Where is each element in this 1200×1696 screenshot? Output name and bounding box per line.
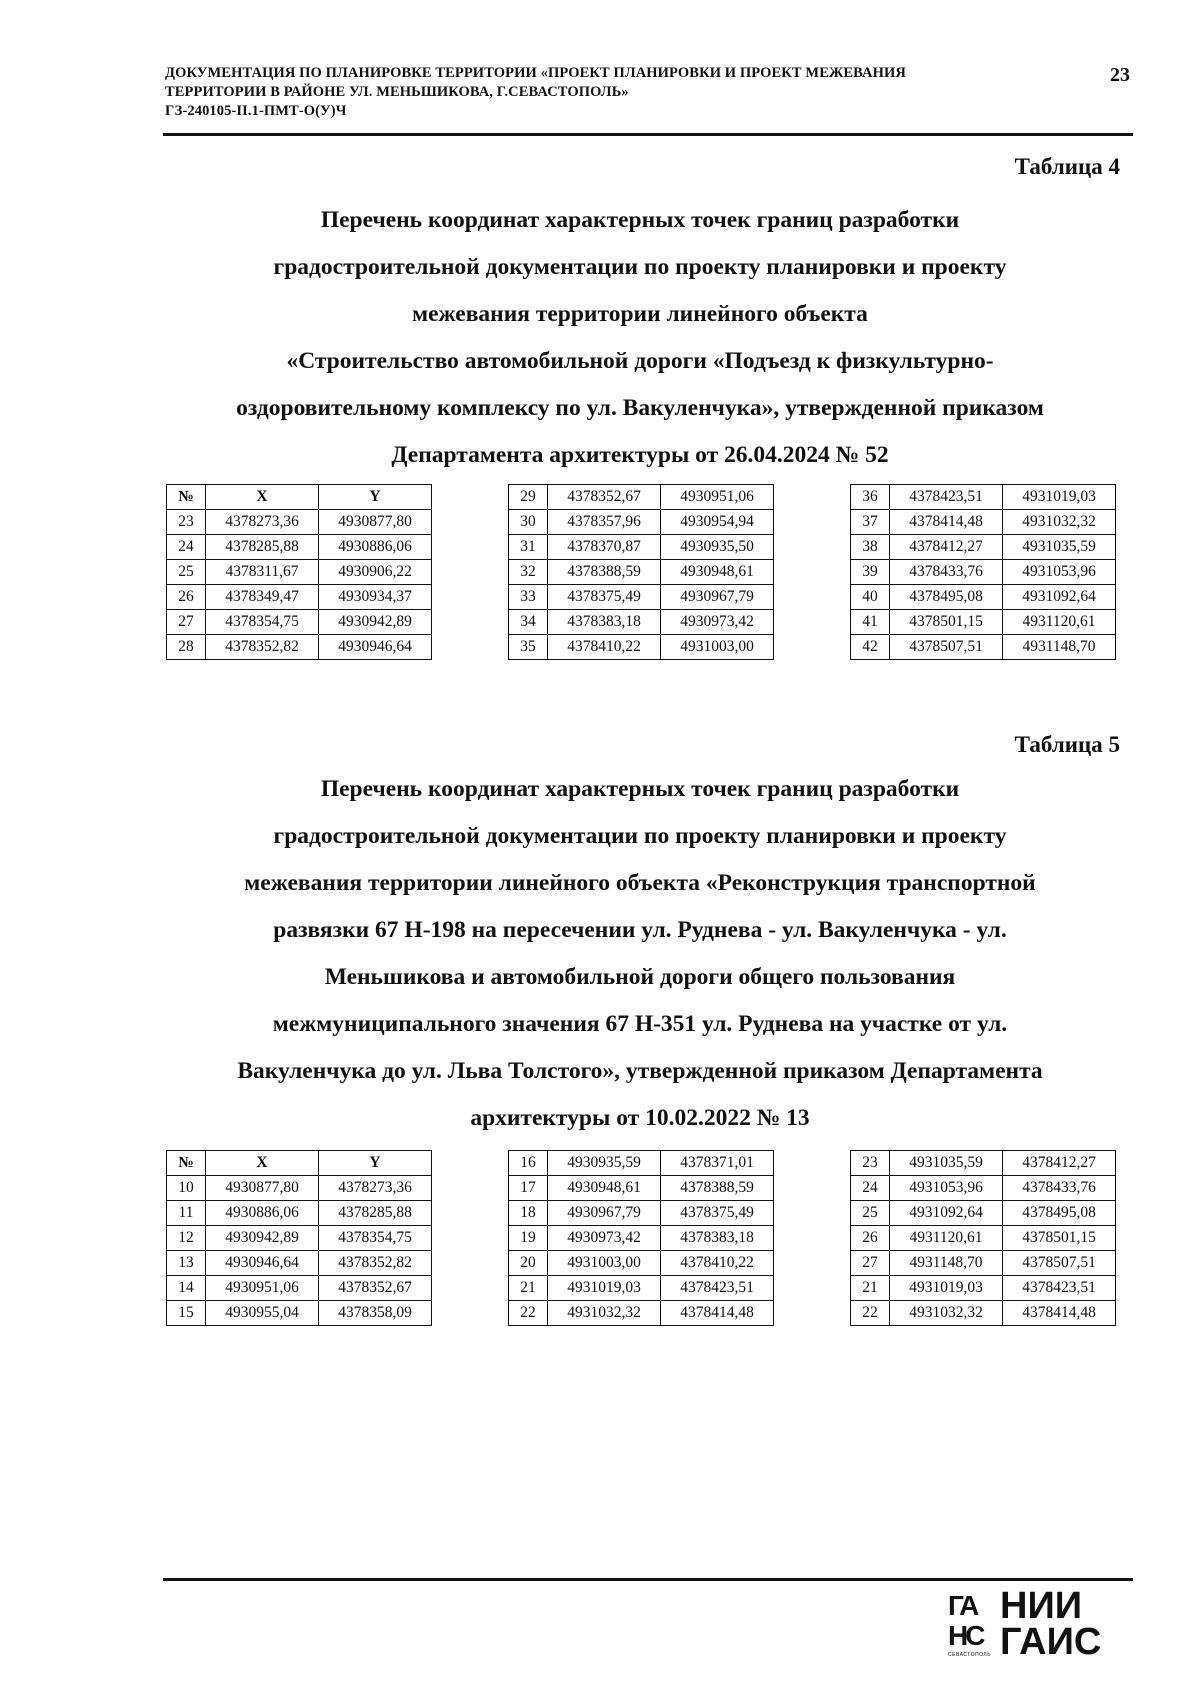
cell-y: 4930934,37 <box>319 585 432 610</box>
column-header-number: № <box>167 485 206 510</box>
table4-block-1 <box>166 484 432 660</box>
table-header-row <box>167 1151 432 1176</box>
table-row <box>509 535 774 560</box>
table-row <box>851 1176 1116 1201</box>
cell-x: 4378352,67 <box>548 485 661 510</box>
column-header-x: X <box>206 1151 319 1176</box>
header-line-3: ГЗ-240105-II.1-ПМТ-О(У)Ч <box>165 103 347 119</box>
table-row <box>851 635 1116 660</box>
cell-x: 4378311,67 <box>206 560 319 585</box>
cell-number: 41 <box>851 610 890 635</box>
header-divider <box>163 133 1133 136</box>
cell-y: 4378273,36 <box>319 1176 432 1201</box>
cell-y: 4378388,59 <box>661 1176 774 1201</box>
logo-mark-top: ГА <box>948 1590 977 1621</box>
cell-number: 23 <box>167 510 206 535</box>
cell-number: 24 <box>167 535 206 560</box>
table-row <box>509 610 774 635</box>
cell-number: 26 <box>851 1226 890 1251</box>
column-header-number: № <box>167 1151 206 1176</box>
column-header-x: X <box>206 485 319 510</box>
cell-y: 4378423,51 <box>1003 1276 1116 1301</box>
table4-block-2 <box>508 484 774 660</box>
cell-y: 4378285,88 <box>319 1201 432 1226</box>
cell-x: 4378412,27 <box>890 535 1003 560</box>
cell-y: 4930967,79 <box>661 585 774 610</box>
table-row <box>509 485 774 510</box>
cell-number: 21 <box>851 1276 890 1301</box>
cell-y: 4930877,80 <box>319 510 432 535</box>
table5-block-2 <box>508 1150 774 1326</box>
table5-title-line: Меньшикова и автомобильной дороги общего пользования <box>324 964 956 990</box>
cell-x: 4378410,22 <box>548 635 661 660</box>
cell-x: 4931019,03 <box>890 1276 1003 1301</box>
cell-y: 4378352,67 <box>319 1276 432 1301</box>
cell-x: 4378507,51 <box>890 635 1003 660</box>
cell-y: 4378495,08 <box>1003 1201 1116 1226</box>
cell-x: 4930955,04 <box>206 1301 319 1326</box>
cell-number: 29 <box>509 485 548 510</box>
cell-y: 4930942,89 <box>319 610 432 635</box>
table-row <box>851 610 1116 635</box>
cell-x: 4930973,42 <box>548 1226 661 1251</box>
cell-number: 10 <box>167 1176 206 1201</box>
cell-y: 4931148,70 <box>1003 635 1116 660</box>
cell-number: 16 <box>509 1151 548 1176</box>
cell-y: 4931019,03 <box>1003 485 1116 510</box>
cell-number: 30 <box>509 510 548 535</box>
cell-y: 4931032,32 <box>1003 510 1116 535</box>
cell-y: 4378412,27 <box>1003 1151 1116 1176</box>
cell-y: 4378375,49 <box>661 1201 774 1226</box>
cell-number: 37 <box>851 510 890 535</box>
cell-x: 4378495,08 <box>890 585 1003 610</box>
cell-x: 4378370,87 <box>548 535 661 560</box>
cell-number: 21 <box>509 1276 548 1301</box>
cell-x: 4378388,59 <box>548 560 661 585</box>
table-row <box>509 1226 774 1251</box>
table-row <box>851 1301 1116 1326</box>
table4-label: Таблица 4 <box>1014 154 1120 179</box>
column-header-y: Y <box>319 1151 432 1176</box>
cell-x: 4931032,32 <box>548 1301 661 1326</box>
table-row <box>509 1176 774 1201</box>
logo-text <box>1000 1585 1102 1663</box>
table5-title-line: градостроительной документации по проекту планировки и проекту <box>273 823 1007 849</box>
table-row <box>167 1301 432 1326</box>
cell-number: 17 <box>509 1176 548 1201</box>
cell-x: 4378354,75 <box>206 610 319 635</box>
cell-number: 34 <box>509 610 548 635</box>
table-row <box>509 1201 774 1226</box>
table-row <box>851 535 1116 560</box>
table5-title-line: развязки 67 Н-198 на пересечении ул. Руднева - ул. Вакуленчука - ул. <box>273 917 1007 943</box>
table-row <box>851 1151 1116 1176</box>
cell-number: 22 <box>509 1301 548 1326</box>
table-row <box>509 1151 774 1176</box>
cell-y: 4931092,64 <box>1003 585 1116 610</box>
cell-x: 4931003,00 <box>548 1251 661 1276</box>
cell-number: 28 <box>167 635 206 660</box>
cell-x: 4378349,47 <box>206 585 319 610</box>
table-row <box>509 560 774 585</box>
table-row <box>167 610 432 635</box>
cell-y: 4378354,75 <box>319 1226 432 1251</box>
cell-x: 4930886,06 <box>206 1201 319 1226</box>
cell-x: 4378383,18 <box>548 610 661 635</box>
table-row <box>509 510 774 535</box>
table-row <box>167 1276 432 1301</box>
cell-y: 4378507,51 <box>1003 1251 1116 1276</box>
table-row <box>509 585 774 610</box>
cell-number: 39 <box>851 560 890 585</box>
table-row <box>851 1226 1116 1251</box>
cell-number: 24 <box>851 1176 890 1201</box>
table-row <box>509 1276 774 1301</box>
cell-y: 4378383,18 <box>661 1226 774 1251</box>
table-row <box>167 635 432 660</box>
cell-number: 36 <box>851 485 890 510</box>
cell-y: 4930951,06 <box>661 485 774 510</box>
cell-y: 4931035,59 <box>1003 535 1116 560</box>
table4-title-line: межевания территории линейного объекта <box>412 301 868 327</box>
cell-y: 4930946,64 <box>319 635 432 660</box>
cell-x: 4931092,64 <box>890 1201 1003 1226</box>
table4-title-line: Перечень координат характерных точек границ разработки <box>320 207 960 233</box>
header-line-1: ДОКУМЕНТАЦИЯ ПО ПЛАНИРОВКЕ ТЕРРИТОРИИ «ПРОЕКТ ПЛАНИРОВКИ И ПРОЕКТ МЕЖЕВАНИЯ <box>165 65 906 81</box>
logo-mark-icon <box>948 1592 992 1656</box>
cell-number: 38 <box>851 535 890 560</box>
cell-x: 4378285,88 <box>206 535 319 560</box>
cell-number: 32 <box>509 560 548 585</box>
cell-y: 4378352,82 <box>319 1251 432 1276</box>
cell-x: 4931035,59 <box>890 1151 1003 1176</box>
nii-gais-logo <box>948 1585 1133 1668</box>
cell-y: 4930906,22 <box>319 560 432 585</box>
logo-text-line-1: НИИ <box>1000 1585 1083 1627</box>
cell-number: 19 <box>509 1226 548 1251</box>
table4-title <box>160 197 1120 479</box>
cell-x: 4930946,64 <box>206 1251 319 1276</box>
table5-title <box>160 766 1120 1142</box>
header-line-2: ТЕРРИТОРИИ В РАЙОНЕ УЛ. МЕНЬШИКОВА, Г.СЕВАСТОПОЛЬ» <box>165 84 629 100</box>
column-header-y: Y <box>319 485 432 510</box>
cell-number: 35 <box>509 635 548 660</box>
cell-x: 4930877,80 <box>206 1176 319 1201</box>
table-row <box>509 1251 774 1276</box>
cell-number: 18 <box>509 1201 548 1226</box>
cell-number: 12 <box>167 1226 206 1251</box>
table5-title-line: межмуниципального значения 67 Н-351 ул. Руднева на участке от ул. <box>272 1011 1008 1037</box>
table4-title-line: оздоровительному комплексу по ул. Вакуленчука», утвержденной приказом <box>236 395 1044 421</box>
cell-x: 4930967,79 <box>548 1201 661 1226</box>
logo-mark-caption: СЕВАСТОПОЛЬ <box>948 1652 991 1658</box>
cell-y: 4931053,96 <box>1003 560 1116 585</box>
table-row <box>167 1226 432 1251</box>
cell-y: 4930948,61 <box>661 560 774 585</box>
table-row <box>167 560 432 585</box>
cell-x: 4378375,49 <box>548 585 661 610</box>
cell-x: 4930942,89 <box>206 1226 319 1251</box>
table-row <box>851 485 1116 510</box>
table-row <box>167 535 432 560</box>
page-number: 23 <box>1110 64 1130 86</box>
cell-y: 4378410,22 <box>661 1251 774 1276</box>
cell-x: 4930935,59 <box>548 1151 661 1176</box>
cell-y: 4930886,06 <box>319 535 432 560</box>
cell-x: 4378501,15 <box>890 610 1003 635</box>
table5-block-3 <box>850 1150 1116 1326</box>
table-row <box>509 635 774 660</box>
table5-title-line: Вакуленчука до ул. Льва Толстого», утвержденной приказом Департамента <box>237 1058 1043 1084</box>
cell-x: 4931148,70 <box>890 1251 1003 1276</box>
cell-number: 33 <box>509 585 548 610</box>
cell-x: 4378352,82 <box>206 635 319 660</box>
cell-number: 23 <box>851 1151 890 1176</box>
footer-divider <box>163 1578 1133 1581</box>
cell-number: 11 <box>167 1201 206 1226</box>
cell-number: 14 <box>167 1276 206 1301</box>
cell-y: 4378423,51 <box>661 1276 774 1301</box>
cell-number: 31 <box>509 535 548 560</box>
cell-y: 4930935,50 <box>661 535 774 560</box>
document-header <box>165 64 1065 121</box>
table4-title-line: градостроительной документации по проекту планировки и проекту <box>273 254 1007 280</box>
cell-x: 4931120,61 <box>890 1226 1003 1251</box>
cell-number: 25 <box>167 560 206 585</box>
table5-label: Таблица 5 <box>1014 732 1120 757</box>
cell-number: 26 <box>167 585 206 610</box>
table4-block-3 <box>850 484 1116 660</box>
table-row <box>167 510 432 535</box>
cell-number: 42 <box>851 635 890 660</box>
cell-number: 13 <box>167 1251 206 1276</box>
cell-number: 20 <box>509 1251 548 1276</box>
table-row <box>851 560 1116 585</box>
cell-x: 4931032,32 <box>890 1301 1003 1326</box>
cell-x: 4931053,96 <box>890 1176 1003 1201</box>
table-row <box>167 585 432 610</box>
logo-mark-bottom: НС <box>948 1620 983 1651</box>
cell-y: 4930954,94 <box>661 510 774 535</box>
logo-text-line-2: ГАИС <box>1000 1621 1102 1663</box>
table-row <box>509 1301 774 1326</box>
cell-y: 4378414,48 <box>661 1301 774 1326</box>
table5-title-line: архитектуры от 10.02.2022 № 13 <box>470 1105 810 1131</box>
cell-y: 4378371,01 <box>661 1151 774 1176</box>
cell-number: 27 <box>851 1251 890 1276</box>
cell-number: 40 <box>851 585 890 610</box>
cell-y: 4378414,48 <box>1003 1301 1116 1326</box>
cell-y: 4378358,09 <box>319 1301 432 1326</box>
cell-y: 4378501,15 <box>1003 1226 1116 1251</box>
table-header-row <box>167 485 432 510</box>
cell-number: 27 <box>167 610 206 635</box>
cell-x: 4931019,03 <box>548 1276 661 1301</box>
cell-x: 4930948,61 <box>548 1176 661 1201</box>
cell-x: 4378273,36 <box>206 510 319 535</box>
cell-x: 4930951,06 <box>206 1276 319 1301</box>
cell-y: 4930973,42 <box>661 610 774 635</box>
cell-x: 4378433,76 <box>890 560 1003 585</box>
cell-y: 4378433,76 <box>1003 1176 1116 1201</box>
cell-x: 4378414,48 <box>890 510 1003 535</box>
cell-y: 4931003,00 <box>661 635 774 660</box>
cell-x: 4378357,96 <box>548 510 661 535</box>
cell-x: 4378423,51 <box>890 485 1003 510</box>
table-row <box>851 585 1116 610</box>
table-row <box>167 1176 432 1201</box>
table-row <box>851 1276 1116 1301</box>
table-row <box>167 1201 432 1226</box>
table-row <box>851 1251 1116 1276</box>
table-row <box>851 510 1116 535</box>
cell-number: 15 <box>167 1301 206 1326</box>
cell-number: 22 <box>851 1301 890 1326</box>
table5-title-line: Перечень координат характерных точек границ разработки <box>320 776 960 802</box>
table4-title-line: «Строительство автомобильной дороги «Подъезд к физкультурно- <box>286 348 994 374</box>
table-row <box>167 1251 432 1276</box>
table5-block-1 <box>166 1150 432 1326</box>
table-row <box>851 1201 1116 1226</box>
cell-number: 25 <box>851 1201 890 1226</box>
table5-title-line: межевания территории линейного объекта «Реконструкция транспортной <box>244 870 1036 896</box>
cell-y: 4931120,61 <box>1003 610 1116 635</box>
table4-title-line: Департамента архитектуры от 26.04.2024 № 52 <box>391 442 889 468</box>
